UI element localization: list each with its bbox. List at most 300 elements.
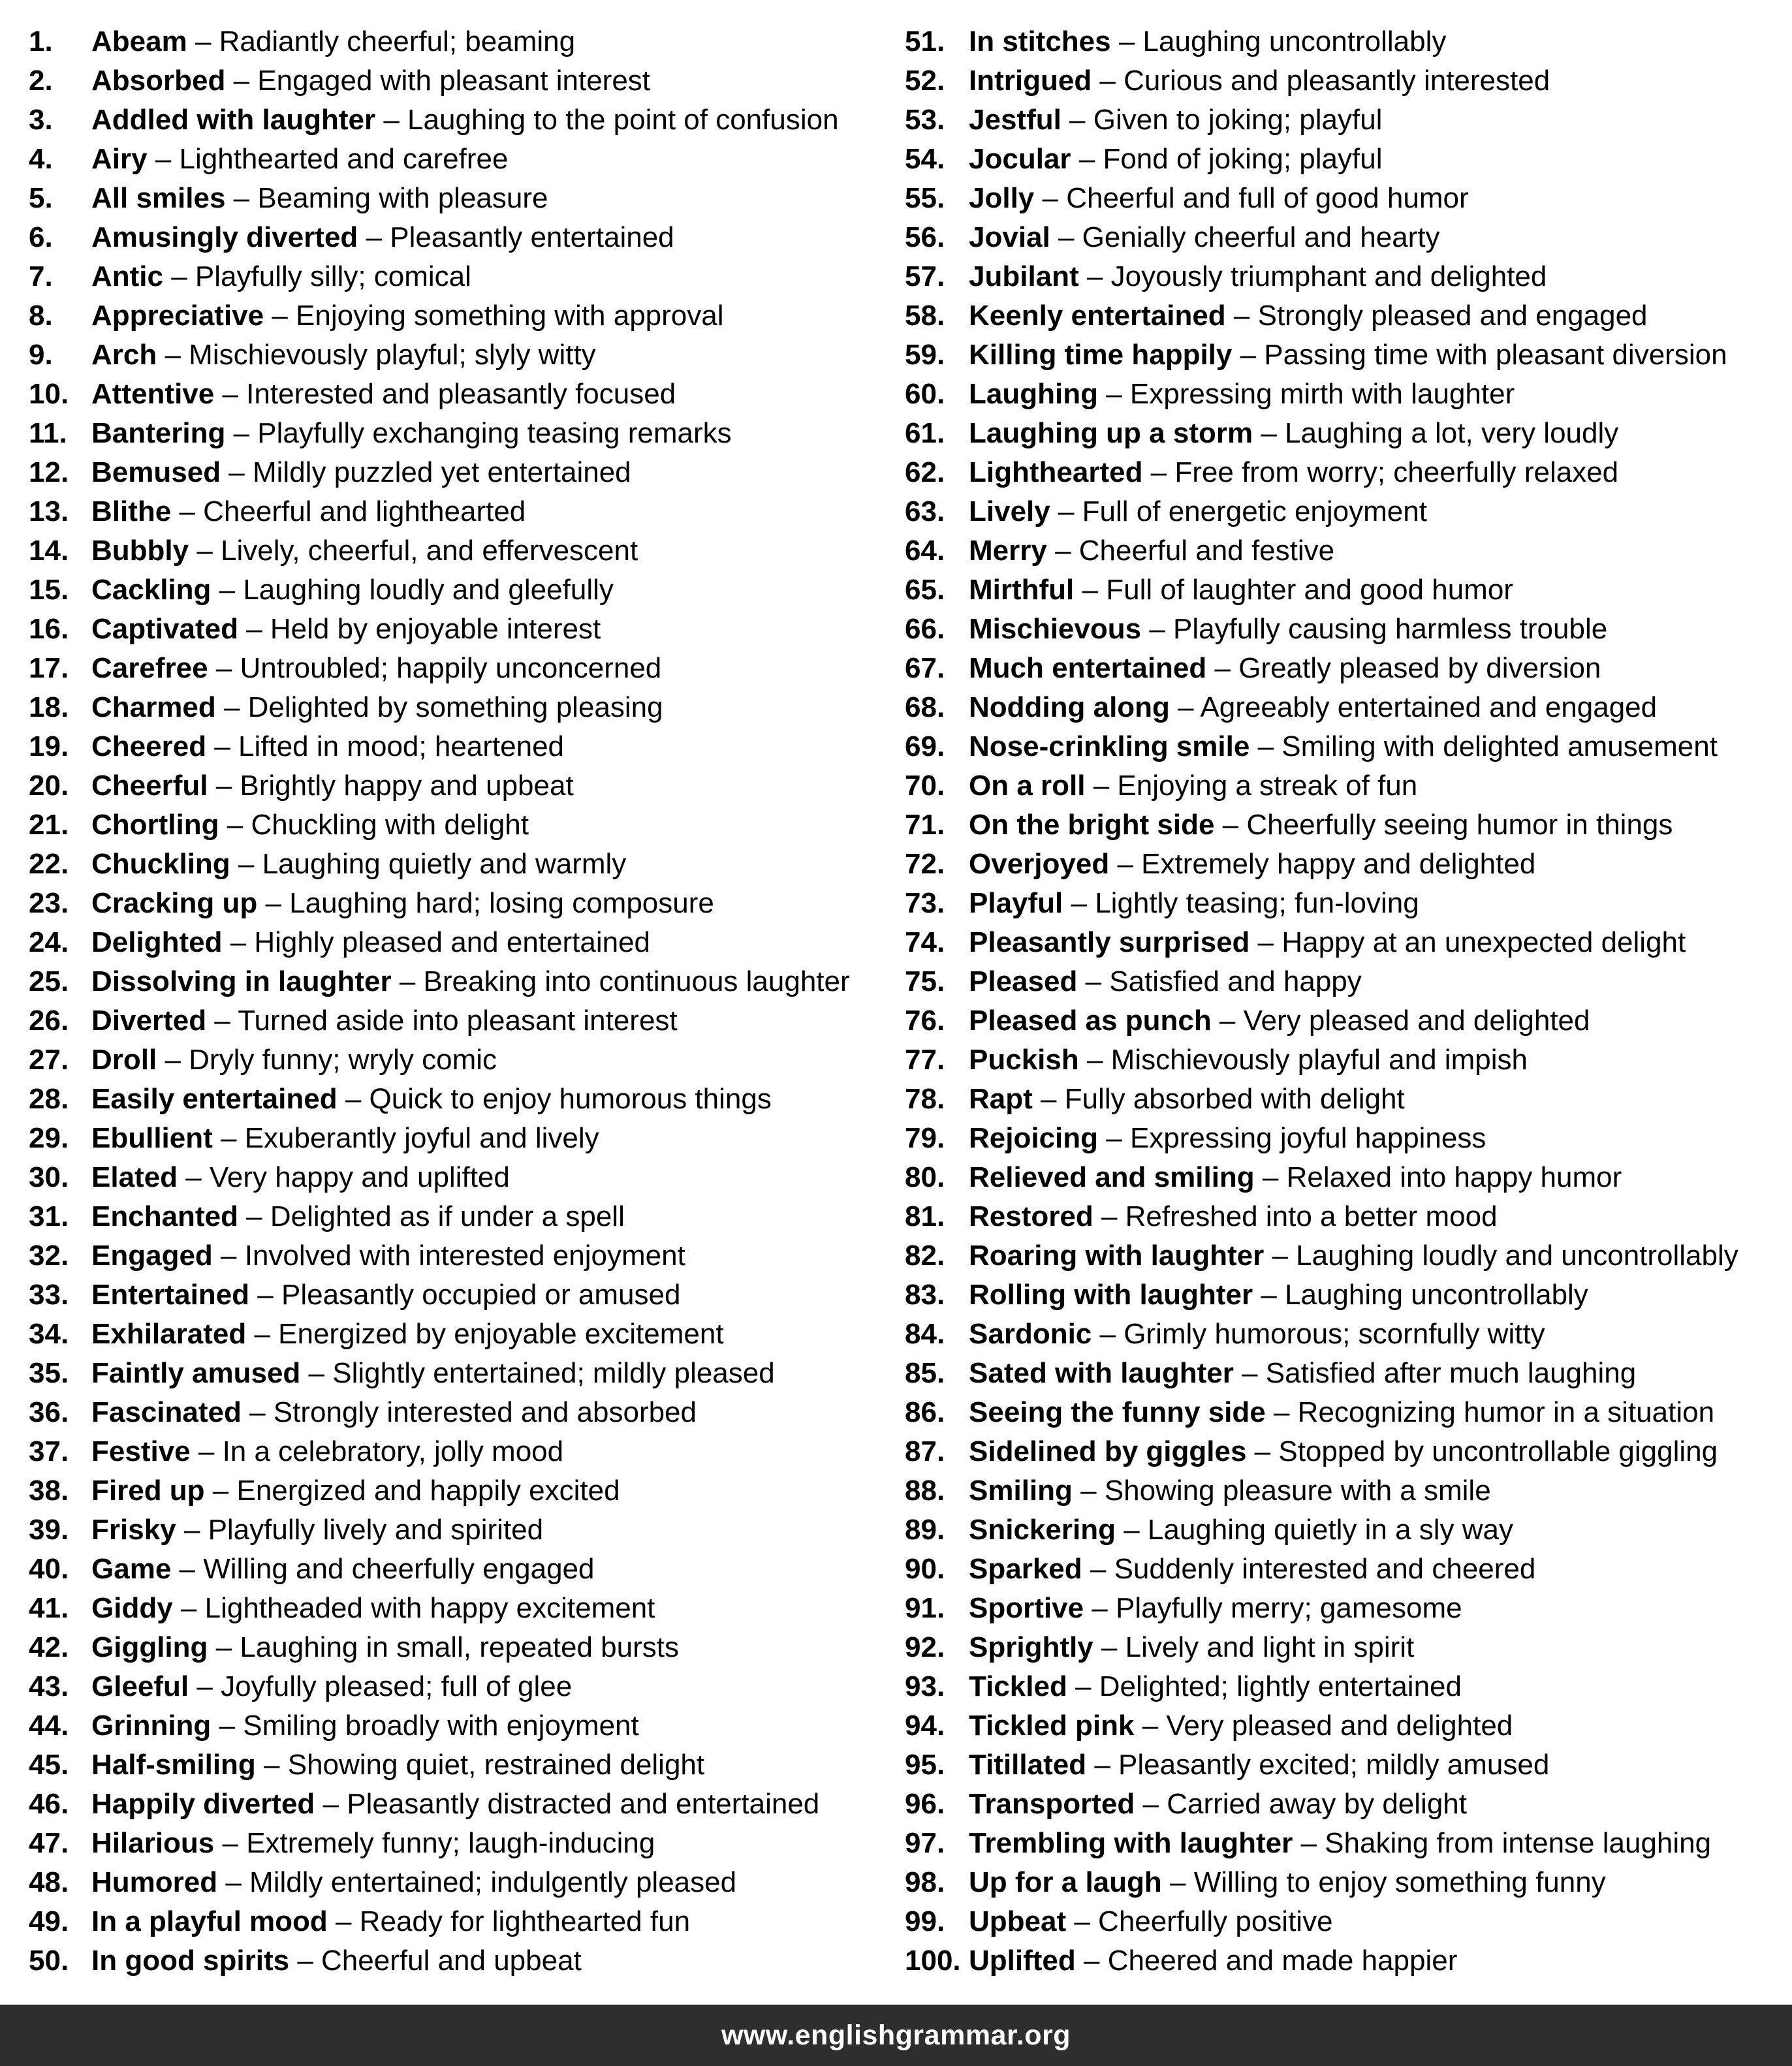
item-definition: Pleasantly entertained <box>390 221 674 253</box>
item-term: Enchanted <box>91 1200 238 1232</box>
item-definition: Showing pleasure with a smile <box>1104 1475 1491 1507</box>
item-separator: – <box>257 887 290 919</box>
list-item <box>905 845 1786 884</box>
list-item <box>29 140 877 179</box>
item-term: Playful <box>969 887 1063 919</box>
item-definition: Expressing mirth with laughter <box>1129 378 1515 410</box>
item-definition: Brightly happy and upbeat <box>240 770 574 802</box>
item-separator: – <box>1097 378 1130 410</box>
item-number: 36. <box>29 1396 69 1428</box>
item-number: 75. <box>905 965 945 997</box>
list-item <box>29 1902 877 1941</box>
item-separator: – <box>1078 260 1111 292</box>
item-definition: Lighthearted and carefree <box>179 143 509 175</box>
list-item <box>29 766 877 806</box>
item-definition: Delighted as if under a spell <box>270 1200 625 1232</box>
item-number: 88. <box>905 1475 945 1507</box>
item-definition: Involved with interested enjoyment <box>244 1240 685 1272</box>
item-number: 69. <box>905 730 945 762</box>
item-separator: – <box>171 495 204 527</box>
list-item <box>29 179 877 218</box>
item-separator: – <box>1086 1749 1119 1781</box>
item-number: 46. <box>29 1788 69 1820</box>
item-definition: Quick to enjoy humorous things <box>369 1083 772 1115</box>
item-definition: Joyously triumphant and delighted <box>1110 260 1547 292</box>
item-number: 62. <box>905 456 945 488</box>
item-term: Airy <box>91 143 148 175</box>
item-term: Pleased <box>969 965 1078 997</box>
item-number: 51. <box>905 25 945 57</box>
item-term: Intrigued <box>969 65 1092 97</box>
item-definition: Held by enjoyable interest <box>270 613 601 645</box>
item-term: Nodding along <box>969 691 1170 723</box>
item-definition: Fond of joking; playful <box>1103 143 1383 175</box>
item-number: 87. <box>905 1435 945 1467</box>
item-number: 47. <box>29 1827 69 1859</box>
item-term: Upbeat <box>969 1905 1067 1937</box>
item-number: 76. <box>905 1005 945 1037</box>
item-number: 67. <box>905 652 945 684</box>
item-separator: – <box>1232 339 1265 371</box>
item-term: Tickled pink <box>969 1710 1135 1742</box>
list-item <box>29 1824 877 1863</box>
item-definition: Turned aside into pleasant interest <box>238 1005 678 1037</box>
item-definition: Engaged with pleasant interest <box>257 65 651 97</box>
list-item <box>29 1080 877 1119</box>
item-separator: – <box>1034 182 1067 214</box>
list-item <box>905 218 1786 257</box>
item-definition: Breaking into continuous laughter <box>423 965 850 997</box>
item-term: Roaring with laughter <box>969 1240 1265 1272</box>
item-number: 94. <box>905 1710 945 1742</box>
item-definition: Highly pleased and entertained <box>254 926 651 958</box>
item-definition: Suddenly interested and cheered <box>1114 1553 1536 1585</box>
item-definition: Happy at an unexpected delight <box>1281 926 1686 958</box>
list-item <box>29 845 877 884</box>
item-separator: – <box>171 1553 204 1585</box>
item-term: Festive <box>91 1435 191 1467</box>
item-number: 44. <box>29 1710 69 1742</box>
item-definition: Pleasantly excited; mildly amused <box>1118 1749 1550 1781</box>
item-number: 80. <box>905 1161 945 1193</box>
item-definition: Refreshed into a better mood <box>1125 1200 1498 1232</box>
item-term: Sardonic <box>969 1318 1092 1350</box>
item-term: Appreciative <box>91 300 264 332</box>
item-term: Relieved and smiling <box>969 1161 1255 1193</box>
list-item <box>29 1393 877 1432</box>
list-item <box>905 1432 1786 1471</box>
item-term: Absorbed <box>91 65 226 97</box>
item-number: 97. <box>905 1827 945 1859</box>
item-term: Jocular <box>969 143 1071 175</box>
item-number: 78. <box>905 1083 945 1115</box>
item-number: 89. <box>905 1514 945 1546</box>
item-number: 1. <box>29 25 53 57</box>
item-term: Titillated <box>969 1749 1087 1781</box>
item-definition: Greatly pleased by diversion <box>1238 652 1601 684</box>
item-term: Mirthful <box>969 574 1075 606</box>
item-number: 85. <box>905 1357 945 1389</box>
item-definition: Cheerful and lighthearted <box>203 495 526 527</box>
item-term: Jubilant <box>969 260 1079 292</box>
item-number: 27. <box>29 1044 69 1076</box>
item-term: Jovial <box>969 221 1050 253</box>
item-separator: – <box>264 300 296 332</box>
item-separator: – <box>206 1005 238 1037</box>
item-separator: – <box>358 221 390 253</box>
item-definition: Laughing to the point of confusion <box>407 104 839 136</box>
item-number: 50. <box>29 1945 69 1977</box>
item-separator: – <box>327 1905 360 1937</box>
item-term: Cracking up <box>91 887 258 919</box>
item-number: 65. <box>905 574 945 606</box>
item-definition: Pleasantly occupied or amused <box>281 1279 681 1311</box>
item-term: Rejoicing <box>969 1122 1099 1154</box>
item-separator: – <box>1098 1122 1130 1154</box>
item-term: Snickering <box>969 1514 1116 1546</box>
item-number: 68. <box>905 691 945 723</box>
item-definition: Beaming with pleasure <box>257 182 548 214</box>
item-separator: – <box>1264 1240 1297 1272</box>
item-definition: Very pleased and delighted <box>1166 1710 1513 1742</box>
item-number: 15. <box>29 574 69 606</box>
item-term: Half-smiling <box>91 1749 256 1781</box>
item-number: 57. <box>905 260 945 292</box>
list-item <box>29 806 877 845</box>
item-term: Arch <box>91 339 157 371</box>
item-separator: – <box>1110 25 1143 57</box>
item-number: 18. <box>29 691 69 723</box>
item-number: 52. <box>905 65 945 97</box>
item-number: 91. <box>905 1592 945 1624</box>
item-definition: Lightheaded with happy excitement <box>204 1592 655 1624</box>
item-definition: Exuberantly joyful and lively <box>244 1122 599 1154</box>
item-definition: Laughing uncontrollably <box>1285 1279 1588 1311</box>
item-definition: Joyfully pleased; full of glee <box>221 1670 573 1702</box>
item-definition: Mildly puzzled yet entertained <box>253 456 631 488</box>
item-term: Cheerful <box>91 770 208 802</box>
list-item <box>29 1706 877 1745</box>
item-term: Trembling with laughter <box>969 1827 1293 1859</box>
item-number: 86. <box>905 1396 945 1428</box>
item-term: Bemused <box>91 456 221 488</box>
item-number: 92. <box>905 1631 945 1663</box>
item-term: Fired up <box>91 1475 205 1507</box>
item-separator: – <box>246 1318 279 1350</box>
item-number: 56. <box>905 221 945 253</box>
list-item <box>905 884 1786 923</box>
list-item <box>905 1628 1786 1667</box>
item-number: 37. <box>29 1435 69 1467</box>
item-definition: Passing time with pleasant diversion <box>1264 339 1727 371</box>
item-term: Blithe <box>91 495 172 527</box>
item-separator: – <box>1253 1279 1285 1311</box>
item-term: Easily entertained <box>91 1083 338 1115</box>
item-separator: – <box>1246 1435 1279 1467</box>
item-separator: – <box>315 1788 347 1820</box>
item-number: 71. <box>905 809 945 841</box>
left-column <box>29 22 877 1980</box>
list-item <box>905 1824 1786 1863</box>
item-term: Tickled <box>969 1670 1067 1702</box>
list-item <box>905 1706 1786 1745</box>
item-definition: Slightly entertained; mildly pleased <box>332 1357 775 1389</box>
list-item <box>905 1745 1786 1785</box>
item-number: 29. <box>29 1122 69 1154</box>
list-item <box>29 101 877 140</box>
item-separator: – <box>189 1670 221 1702</box>
item-definition: Playfully lively and spirited <box>208 1514 544 1546</box>
item-definition: Enjoying something with approval <box>296 300 724 332</box>
list-item <box>29 257 877 296</box>
list-item <box>905 61 1786 101</box>
list-item <box>29 1354 877 1393</box>
item-number: 2. <box>29 65 53 97</box>
item-number: 33. <box>29 1279 69 1311</box>
item-term: Sportive <box>969 1592 1084 1624</box>
item-separator: – <box>255 1749 288 1781</box>
list-item <box>905 375 1786 414</box>
list-item <box>29 1785 877 1824</box>
item-separator: – <box>172 1592 205 1624</box>
item-separator: – <box>1093 1200 1125 1232</box>
list-item <box>29 1432 877 1471</box>
item-separator: – <box>1214 809 1247 841</box>
item-number: 81. <box>905 1200 945 1232</box>
list-item <box>29 649 877 688</box>
item-number: 66. <box>905 613 945 645</box>
list-item <box>29 610 877 649</box>
item-definition: Playfully exchanging teasing remarks <box>257 417 732 449</box>
item-term: Entertained <box>91 1279 250 1311</box>
item-term: Cheered <box>91 730 207 762</box>
item-number: 54. <box>905 143 945 175</box>
item-number: 21. <box>29 809 69 841</box>
item-term: Transported <box>969 1788 1135 1820</box>
item-separator: – <box>1063 887 1095 919</box>
list-item <box>29 1667 877 1706</box>
list-item <box>905 766 1786 806</box>
item-number: 32. <box>29 1240 69 1272</box>
list-item <box>905 1041 1786 1080</box>
item-term: Chortling <box>91 809 219 841</box>
item-definition: Showing quiet, restrained delight <box>287 1749 705 1781</box>
item-separator: – <box>1265 1396 1298 1428</box>
item-separator: – <box>1075 1945 1108 1977</box>
item-number: 20. <box>29 770 69 802</box>
item-number: 73. <box>905 887 945 919</box>
item-number: 59. <box>905 339 945 371</box>
item-definition: Carried away by delight <box>1167 1788 1467 1820</box>
item-number: 14. <box>29 535 69 567</box>
item-number: 96. <box>905 1788 945 1820</box>
list-item <box>905 1315 1786 1354</box>
item-separator: – <box>1061 104 1093 136</box>
list-item <box>29 336 877 375</box>
item-separator: – <box>1050 495 1082 527</box>
item-term: Mischievous <box>969 613 1142 645</box>
item-separator: – <box>1082 1553 1114 1585</box>
item-term: Chuckling <box>91 848 230 880</box>
list-item <box>29 962 877 1001</box>
item-term: Carefree <box>91 652 208 684</box>
item-separator: – <box>211 574 244 606</box>
item-definition: Extremely happy and delighted <box>1141 848 1536 880</box>
item-separator: – <box>157 1044 189 1076</box>
item-separator: – <box>1078 1044 1111 1076</box>
list-item <box>905 140 1786 179</box>
item-term: Jestful <box>969 104 1061 136</box>
list-item <box>29 1863 877 1902</box>
item-separator: – <box>1233 1357 1266 1389</box>
list-item <box>29 727 877 766</box>
item-separator: – <box>249 1279 281 1311</box>
item-definition: Cheerful and festive <box>1078 535 1335 567</box>
list-item <box>905 453 1786 492</box>
list-item <box>29 492 877 531</box>
item-term: Grinning <box>91 1710 212 1742</box>
item-term: Up for a laugh <box>969 1866 1162 1898</box>
item-term: Fascinated <box>91 1396 242 1428</box>
item-number: 24. <box>29 926 69 958</box>
item-number: 55. <box>905 182 945 214</box>
item-number: 45. <box>29 1749 69 1781</box>
item-number: 60. <box>905 378 945 410</box>
list-item <box>905 1471 1786 1510</box>
item-definition: Pleasantly distracted and entertained <box>347 1788 820 1820</box>
item-number: 90. <box>905 1553 945 1585</box>
item-number: 70. <box>905 770 945 802</box>
item-definition: Untroubled; happily unconcerned <box>240 652 662 684</box>
item-definition: Grimly humorous; scornfully witty <box>1124 1318 1545 1350</box>
item-separator: – <box>1115 1514 1148 1546</box>
item-separator: – <box>214 378 247 410</box>
list-item <box>905 1001 1786 1041</box>
item-term: Pleasantly surprised <box>969 926 1250 958</box>
item-number: 12. <box>29 456 69 488</box>
list-item <box>29 1276 877 1315</box>
item-term: Abeam <box>91 25 187 57</box>
item-number: 63. <box>905 495 945 527</box>
item-term: Addled with laughter <box>91 104 376 136</box>
item-separator: – <box>1046 535 1079 567</box>
list-item <box>905 1393 1786 1432</box>
item-term: Sidelined by giggles <box>969 1435 1247 1467</box>
item-number: 22. <box>29 848 69 880</box>
item-separator: – <box>289 1945 322 1977</box>
item-term: Lively <box>969 495 1050 527</box>
item-definition: Interested and pleasantly focused <box>246 378 676 410</box>
item-separator: – <box>238 1200 270 1232</box>
item-definition: Agreeably entertained and engaged <box>1200 691 1658 723</box>
item-term: On the bright side <box>969 809 1215 841</box>
list-item <box>905 336 1786 375</box>
item-definition: Laughing in small, repeated bursts <box>240 1631 679 1663</box>
item-term: Seeing the funny side <box>969 1396 1266 1428</box>
item-definition: Delighted by something pleasing <box>247 691 663 723</box>
list-item <box>905 649 1786 688</box>
list-item <box>29 1941 877 1980</box>
list-item <box>29 1471 877 1510</box>
item-separator: – <box>1211 1005 1244 1037</box>
item-separator: – <box>1250 926 1282 958</box>
item-term: Sprightly <box>969 1631 1093 1663</box>
item-term: Cackling <box>91 574 212 606</box>
item-number: 98. <box>905 1866 945 1898</box>
item-separator: – <box>189 535 221 567</box>
item-separator: – <box>241 1396 274 1428</box>
list-item <box>29 1745 877 1785</box>
list-item <box>905 1236 1786 1276</box>
item-separator: – <box>1084 1592 1116 1624</box>
list-item <box>29 923 877 962</box>
item-definition: Extremely funny; laugh-inducing <box>246 1827 655 1859</box>
item-separator: – <box>208 770 240 802</box>
item-term: All smiles <box>91 182 226 214</box>
item-definition: Lifted in mood; heartened <box>238 730 565 762</box>
item-number: 11. <box>29 417 67 449</box>
list-item <box>29 218 877 257</box>
item-definition: Stopped by uncontrollable giggling <box>1278 1435 1718 1467</box>
item-term: On a roll <box>969 770 1086 802</box>
item-separator: – <box>204 1475 237 1507</box>
item-definition: Smiling with delighted amusement <box>1281 730 1718 762</box>
item-separator: – <box>1135 1788 1167 1820</box>
item-number: 28. <box>29 1083 69 1115</box>
item-term: Charmed <box>91 691 216 723</box>
item-term: Captivated <box>91 613 238 645</box>
item-separator: – <box>176 1514 208 1546</box>
list-item <box>29 571 877 610</box>
item-separator: – <box>1072 1475 1105 1507</box>
item-separator: – <box>215 691 248 723</box>
item-separator: – <box>212 1240 245 1272</box>
item-separator: – <box>1250 730 1282 762</box>
item-definition: Mischievously playful and impish <box>1110 1044 1528 1076</box>
item-separator: – <box>1141 613 1174 645</box>
item-number: 10. <box>29 378 69 410</box>
list-item <box>905 1080 1786 1119</box>
item-number: 25. <box>29 965 69 997</box>
item-number: 84. <box>905 1318 945 1350</box>
list-item <box>905 414 1786 453</box>
item-separator: – <box>1254 1161 1287 1193</box>
list-item <box>905 179 1786 218</box>
list-item <box>905 296 1786 336</box>
item-definition: Strongly pleased and engaged <box>1257 300 1648 332</box>
item-separator: – <box>225 417 258 449</box>
item-definition: Full of laughter and good humor <box>1106 574 1513 606</box>
item-separator: – <box>163 260 195 292</box>
item-definition: Energized and happily excited <box>236 1475 620 1507</box>
item-term: Giddy <box>91 1592 173 1624</box>
item-number: 31. <box>29 1200 69 1232</box>
item-term: Faintly amused <box>91 1357 301 1389</box>
item-definition: Strongly interested and absorbed <box>273 1396 697 1428</box>
item-number: 48. <box>29 1866 69 1898</box>
list-item <box>905 1941 1786 1980</box>
item-term: Rapt <box>969 1083 1033 1115</box>
item-term: Humored <box>91 1866 218 1898</box>
item-definition: Satisfied after much laughing <box>1265 1357 1637 1389</box>
item-separator: – <box>1109 848 1142 880</box>
item-number: 19. <box>29 730 69 762</box>
item-definition: Lightly teasing; fun-loving <box>1095 887 1419 919</box>
list-item <box>905 257 1786 296</box>
item-separator: – <box>225 65 258 97</box>
list-item <box>29 1119 877 1158</box>
item-separator: – <box>1050 221 1082 253</box>
